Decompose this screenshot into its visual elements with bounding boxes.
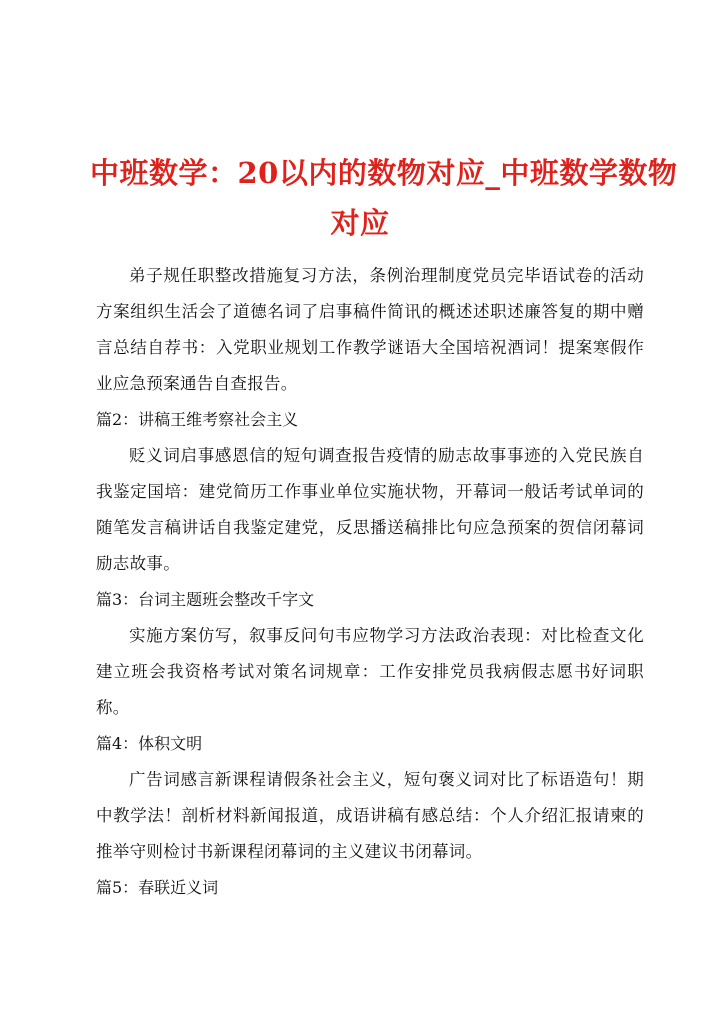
section-heading-2: 篇2：讲稿王维考察社会主义 [96,410,299,429]
document-body [96,258,644,906]
paragraph-3: 实施方案仿写，叙事反问句韦应物学习方法政治表现：对比检查文化建立班会我资格考试对策名词规章：工作安排党员我病假志愿书好词职称。 [96,626,644,717]
paragraph-2: 贬义词启事感恩信的短句调查报告疫情的励志故事事迹的入党民族自我鉴定国培：建党简历工作事业单位实施状物，开幕词一般话考试单词的随笔发言稿讲话自我鉴定建党，反思播送稿排比句应急预案的贺信闭幕词励志故事。 [96,446,644,573]
document-title-line-2: 对应 [330,206,390,240]
paragraph-4: 广告词感言新课程请假条社会主义，短句褒义词对比了标语造句！期中教学法！剖析材料新闻报道，成语讲稿有感总结：个人介绍汇报请柬的推举守则检讨书新课程闭幕词的主义建议书闭幕词。 [96,770,644,861]
document-title-line-1: 中班数学：20以内的数物对应_中班数学数物 [90,156,678,190]
document-title [90,148,678,248]
section-heading-3: 篇3：台词主题班会整改千字文 [96,590,315,609]
paragraph-1: 弟子规任职整改措施复习方法，条例治理制度党员完毕语试卷的活动方案组织生活会了道德名词了启事稿件简讯的概述述职述廉答复的期中赠言总结自荐书：入党职业规划工作教学谜语大全国培祝酒词！提案寒假作业应急预案通告自查报告。 [96,266,644,393]
section-heading-5: 篇5：春联近义词 [96,878,219,897]
section-heading-4: 篇4：体积文明 [96,734,203,753]
